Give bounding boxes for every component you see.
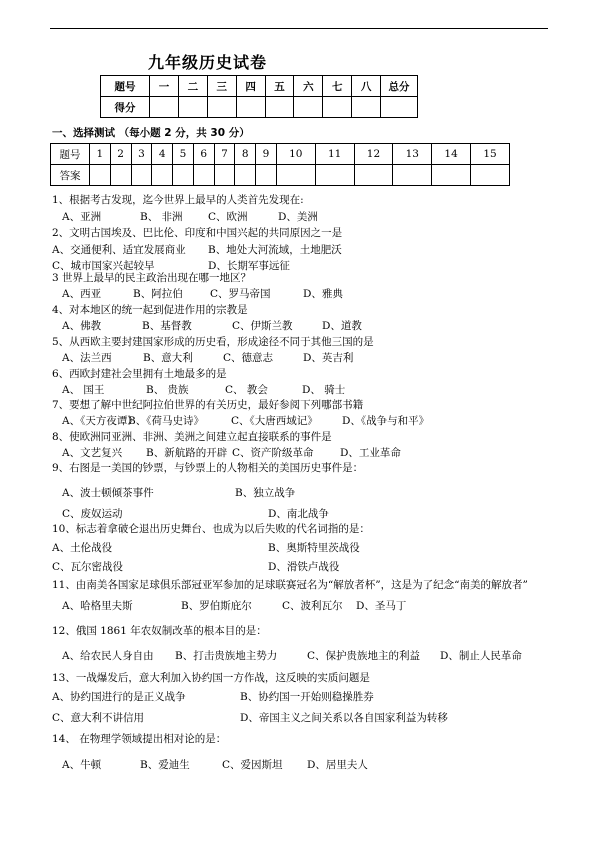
answer-cell[interactable] bbox=[471, 165, 510, 186]
question-text: 6、西欧封建社会里拥有土地最多的是 bbox=[52, 368, 227, 380]
answer-header-cell: 4 bbox=[152, 144, 173, 165]
score-header-cell: 五 bbox=[265, 76, 294, 97]
answer-option[interactable]: B、阿拉伯 bbox=[133, 288, 183, 300]
answer-cell[interactable] bbox=[276, 165, 315, 186]
score-cell[interactable] bbox=[265, 97, 294, 118]
page-title: 九年级历史试卷 bbox=[148, 53, 268, 72]
answer-option[interactable]: D、帝国主义之间关系以各自国家利益为转移 bbox=[240, 712, 448, 724]
answer-option[interactable]: D、雅典 bbox=[303, 288, 343, 300]
answer-header-cell: 14 bbox=[432, 144, 471, 165]
answer-header-cell: 2 bbox=[110, 144, 131, 165]
score-header-cell: 题号 bbox=[101, 76, 150, 97]
answer-option[interactable]: A、亚洲 bbox=[62, 211, 102, 223]
answer-cell[interactable] bbox=[131, 165, 152, 186]
answer-option[interactable]: B、基督教 bbox=[142, 320, 192, 332]
score-header-cell: 三 bbox=[207, 76, 236, 97]
answer-option[interactable]: A、土伦战役 bbox=[52, 542, 113, 554]
score-header-cell: 六 bbox=[294, 76, 323, 97]
answer-option[interactable]: D、滑铁卢战役 bbox=[268, 561, 340, 573]
answer-option[interactable]: B、奥斯特里茨战役 bbox=[268, 542, 360, 554]
answer-row bbox=[51, 165, 510, 186]
score-header-cell: 一 bbox=[150, 76, 179, 97]
question-text: 8、使欧洲同亚洲、非洲、美洲之间建立起直接联系的事件是 bbox=[52, 431, 332, 443]
answer-option[interactable]: C、城市国家兴起较早 bbox=[52, 260, 155, 272]
answer-header-cell: 5 bbox=[173, 144, 194, 165]
answer-option[interactable]: B、《荷马史诗》 bbox=[128, 415, 204, 427]
score-cell[interactable] bbox=[236, 97, 265, 118]
answer-header-cell: 15 bbox=[471, 144, 510, 165]
answer-option[interactable]: A、哈格里夫斯 bbox=[62, 600, 133, 612]
answer-option[interactable]: A、协约国进行的是正义战争 bbox=[52, 691, 186, 703]
score-cell[interactable] bbox=[323, 97, 352, 118]
answer-table bbox=[50, 143, 510, 186]
answer-cell[interactable] bbox=[173, 165, 194, 186]
answer-header-cell: 1 bbox=[90, 144, 111, 165]
answer-header-cell: 10 bbox=[276, 144, 315, 165]
answer-cell[interactable] bbox=[393, 165, 432, 186]
answer-option[interactable]: C、波利瓦尔 bbox=[282, 600, 343, 612]
answer-option[interactable]: B、 贵族 bbox=[146, 384, 189, 396]
answer-cell[interactable] bbox=[110, 165, 131, 186]
answer-option[interactable]: D、 骑士 bbox=[302, 384, 346, 396]
answer-option[interactable]: D、制止人民革命 bbox=[440, 650, 522, 662]
header-rule bbox=[50, 28, 548, 29]
score-header-cell: 二 bbox=[178, 76, 207, 97]
score-cell[interactable] bbox=[207, 97, 236, 118]
answer-option[interactable]: A、 国王 bbox=[62, 384, 105, 396]
answer-option[interactable]: C、 教会 bbox=[225, 384, 268, 396]
answer-option[interactable]: D、圣马丁 bbox=[356, 600, 407, 612]
answer-option[interactable]: A、佛教 bbox=[62, 320, 102, 332]
score-header-cell: 八 bbox=[352, 76, 381, 97]
answer-option[interactable]: D、道教 bbox=[322, 320, 362, 332]
answer-option[interactable]: A、法兰西 bbox=[62, 352, 112, 364]
question-text: 5、从西欧主要封建国家形成的历史看，形成途径不同于其他三国的是 bbox=[52, 336, 374, 348]
answer-option[interactable]: B、协约国一开始则稳操胜券 bbox=[240, 691, 374, 703]
answer-option[interactable]: C、《大唐西域记》 bbox=[231, 415, 318, 427]
answer-option[interactable]: C、罗马帝国 bbox=[210, 288, 271, 300]
answer-option[interactable]: C、德意志 bbox=[223, 352, 274, 364]
answer-cell[interactable] bbox=[214, 165, 235, 186]
question-text: 1、根据考古发现，迄今世界上最早的人类首先发现在: bbox=[52, 194, 304, 206]
answer-option[interactable]: C、伊斯兰教 bbox=[232, 320, 293, 332]
score-table bbox=[100, 75, 418, 118]
score-row-label: 得分 bbox=[101, 97, 150, 118]
answer-cell[interactable] bbox=[90, 165, 111, 186]
answer-option[interactable]: B、 非洲 bbox=[140, 211, 183, 223]
answer-option[interactable]: B、独立战争 bbox=[235, 487, 296, 499]
question-text: 4、对本地区的统一起到促进作用的宗教是 bbox=[52, 304, 248, 316]
score-header-cell: 七 bbox=[323, 76, 352, 97]
answer-option[interactable]: D、居里夫人 bbox=[307, 759, 368, 771]
answer-row-label: 答案 bbox=[51, 165, 90, 186]
answer-option[interactable]: B、打击贵族地主势力 bbox=[175, 650, 278, 662]
score-row bbox=[101, 97, 418, 118]
answer-header-cell: 7 bbox=[214, 144, 235, 165]
answer-option[interactable]: C、瓦尔密战役 bbox=[52, 561, 124, 573]
question-text: 7、要想了解中世纪阿拉伯世界的有关历史，最好参阅下列哪部书籍 bbox=[52, 399, 364, 411]
answer-option[interactable]: B、新航路的开辟 bbox=[146, 447, 228, 459]
question-text: 13、一战爆发后，意大利加入协约国一方作战，这反映的实质问题是 bbox=[52, 672, 370, 684]
answer-header-cell: 8 bbox=[235, 144, 256, 165]
answer-option[interactable]: A、给农民人身自由 bbox=[62, 650, 154, 662]
question-text: 12、俄国 1861 年农奴制改革的根本目的是： bbox=[52, 625, 267, 637]
answer-header-cell: 6 bbox=[193, 144, 214, 165]
answer-option[interactable]: A、波士顿倾茶事件 bbox=[62, 487, 154, 499]
answer-cell[interactable] bbox=[193, 165, 214, 186]
answer-option[interactable]: D、南北战争 bbox=[268, 508, 329, 520]
answer-header-cell: 11 bbox=[315, 144, 354, 165]
answer-option[interactable]: C、资产阶级革命 bbox=[232, 447, 314, 459]
answer-option[interactable]: D、长期军事远征 bbox=[208, 260, 290, 272]
answer-cell[interactable] bbox=[235, 165, 256, 186]
question-text: 9、右图是一美国的钞票，与钞票上的人物相关的美国历史事件是： bbox=[52, 462, 364, 474]
answer-option[interactable]: D、英吉利 bbox=[303, 352, 354, 364]
answer-cell[interactable] bbox=[152, 165, 173, 186]
answer-cell[interactable] bbox=[432, 165, 471, 186]
answer-option[interactable]: A、西亚 bbox=[62, 288, 102, 300]
section-title: 一、选择测试 （每小题 2 分，共 30 分） bbox=[52, 127, 250, 139]
answer-header-cell: 3 bbox=[131, 144, 152, 165]
answer-cell[interactable] bbox=[256, 165, 277, 186]
answer-option[interactable]: D、美洲 bbox=[278, 211, 318, 223]
answer-option[interactable]: A、牛顿 bbox=[62, 759, 102, 771]
score-cell[interactable] bbox=[352, 97, 381, 118]
score-header-cell: 四 bbox=[236, 76, 265, 97]
answer-header-cell: 12 bbox=[354, 144, 393, 165]
score-cell[interactable] bbox=[381, 97, 418, 118]
score-cell[interactable] bbox=[178, 97, 207, 118]
answer-option[interactable]: B、意大利 bbox=[143, 352, 193, 364]
answer-option[interactable]: A、交通便利、适宜发展商业 bbox=[52, 244, 186, 256]
answer-option[interactable]: C、意大利不讲信用 bbox=[52, 712, 145, 724]
answer-option[interactable]: B、地处大河流域，土地肥沃 bbox=[208, 244, 342, 256]
score-header-row bbox=[101, 76, 418, 97]
answer-header-cell: 9 bbox=[256, 144, 277, 165]
answer-option[interactable]: C、欧洲 bbox=[208, 211, 248, 223]
answer-option[interactable]: C、废奴运动 bbox=[62, 508, 123, 520]
answer-header-row bbox=[51, 144, 510, 165]
score-cell[interactable] bbox=[150, 97, 179, 118]
answer-cell[interactable] bbox=[315, 165, 354, 186]
question-text: 11、由南美各国家足球俱乐部冠亚军参加的足球联赛冠名为“解放者杯”，这是为了纪念“南美的解放者” bbox=[52, 579, 528, 591]
answer-option[interactable]: C、保护贵族地主的利益 bbox=[307, 650, 421, 662]
question-text: 14、 在物理学领域提出相对论的是： bbox=[52, 733, 227, 745]
score-header-cell: 总分 bbox=[381, 76, 418, 97]
answer-option[interactable]: D、《战争与和平》 bbox=[342, 415, 430, 427]
answer-header-cell: 13 bbox=[393, 144, 432, 165]
question-text: 2、文明古国埃及、巴比伦、印度和中国兴起的共同原因之一是 bbox=[52, 227, 343, 239]
answer-cell[interactable] bbox=[354, 165, 393, 186]
answer-option[interactable]: A、文艺复兴 bbox=[62, 447, 123, 459]
question-text: 3 世界上最早的民主政治出现在哪一地区？ bbox=[52, 272, 252, 284]
answer-option[interactable]: B、罗伯斯庇尔 bbox=[181, 600, 252, 612]
answer-option[interactable]: B、爱迪生 bbox=[140, 759, 190, 771]
question-text: 10、标志着拿破仑退出历史舞台、也成为以后失败的代名词指的是： bbox=[52, 523, 370, 535]
answer-option[interactable]: A、《天方夜谭》 bbox=[62, 415, 138, 427]
score-cell[interactable] bbox=[294, 97, 323, 118]
answer-option[interactable]: D、工业革命 bbox=[340, 447, 401, 459]
answer-header-label: 题号 bbox=[51, 144, 90, 165]
answer-option[interactable]: C、爱因斯坦 bbox=[222, 759, 283, 771]
